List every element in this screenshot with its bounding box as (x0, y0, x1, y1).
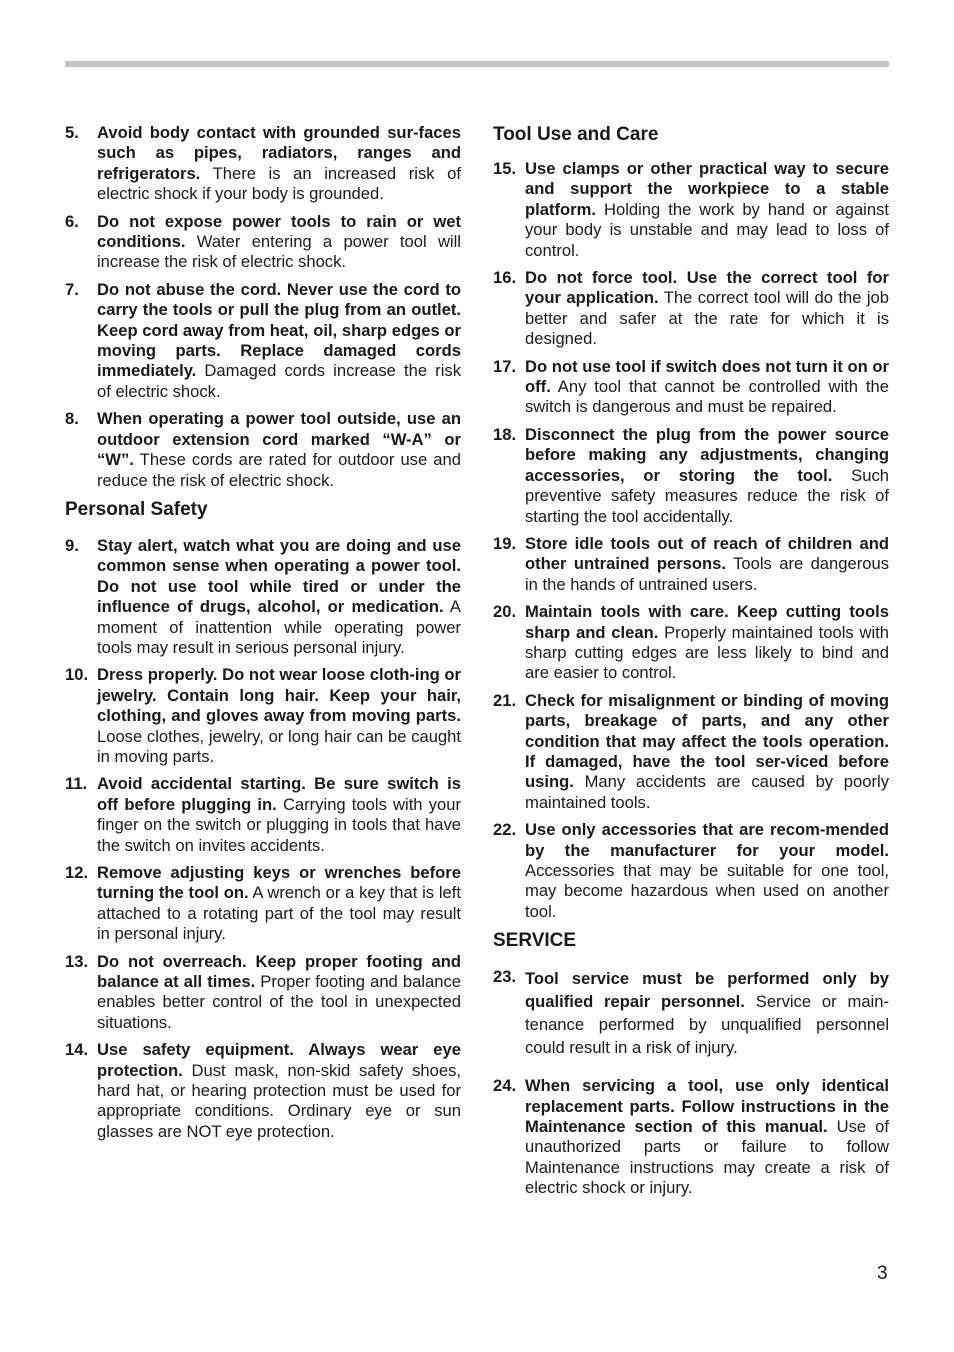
item-number: 22. (493, 820, 517, 840)
safety-items-5-8 (65, 123, 461, 491)
service-items (493, 967, 889, 1198)
list-item (493, 1076, 889, 1198)
item-bold: Store idle tools out of reach of children and other untrained persons. (525, 533, 889, 574)
item-bold: Avoid accidental starting. Be sure switch is off before plugging in. (97, 774, 461, 814)
item-rest: Any tool that cannot be controlled with the switch is dangerous and must be repaired. (525, 377, 889, 417)
item-rest: Water entering a power tool will increase the risk of electric shock. (97, 232, 461, 272)
item-number: 6. (65, 211, 79, 231)
list-item (493, 820, 889, 922)
item-number: 8. (65, 409, 79, 429)
safety-items-9-14 (65, 536, 461, 1142)
item-text (97, 409, 461, 491)
list-item (493, 425, 889, 527)
item-number: 12. (65, 863, 89, 882)
list-item (65, 123, 461, 205)
list-item (65, 280, 461, 402)
item-text (97, 123, 461, 205)
item-text (97, 536, 461, 658)
item-number: 7. (65, 279, 79, 299)
spacer (493, 1066, 889, 1076)
item-bold: Do not overreach. Keep proper footing and balance at all times. (97, 951, 461, 992)
item-bold: Do not expose power tools to rain or wet conditions. (97, 211, 461, 252)
item-text (525, 159, 889, 261)
item-number: 21. (493, 690, 517, 710)
item-rest: Use of unauthorized parts or failure to follow Maintenance instructions may create a risk of electric shock or injury. (525, 1117, 889, 1198)
item-number: 19. (493, 533, 517, 553)
item-bold: Avoid body contact with grounded sur-faces such as pipes, radiators, ranges and refrigerators. (97, 123, 461, 183)
item-rest: Carrying tools with your finger on the switch or plugging in tools that have the switch on invites accidents. (97, 794, 461, 855)
item-rest: Tools are dangerous in the hands of untrained users. (525, 554, 889, 594)
item-rest: Damaged cords increase the risk of electric shock. (97, 361, 461, 401)
list-item (493, 268, 889, 350)
item-number: 15. (493, 159, 517, 178)
item-number: 23. (493, 967, 517, 987)
item-bold: Do not abuse the cord. Never use the cord to carry the tools or pull the plug from an outlet. Keep cord away from heat, oil, sharp edges or moving parts. Replace damaged cords immediately. (97, 279, 461, 381)
list-item (65, 952, 461, 1034)
item-bold: Stay alert, watch what you are doing and use common sense when operating a power tool. Do not use tool while tired or under the influence of drugs, alcohol, or medication. (97, 535, 461, 617)
item-rest: Such preventive safety measures reduce the risk of starting the tool accidentally. (525, 465, 889, 526)
item-bold: Do not use tool if switch does not turn it on or off. (525, 356, 889, 397)
item-bold: Check for misalignment or binding of moving parts, breakage of parts, and any other condition that may affect the tools operation. If damaged, have the tool ser-viced before using. (525, 690, 889, 792)
item-rest: Accessories that may be suitable for one tool, may become hazardous when used on another tool. (525, 861, 889, 921)
item-bold: Maintain tools with care. Keep cutting tools sharp and clean. (525, 602, 889, 642)
item-rest: Many accidents are caused by poorly maintained tools. (525, 772, 889, 812)
item-number: 5. (65, 123, 79, 142)
item-text (97, 665, 461, 767)
item-bold: Use only accessories that are recom-mended by the manufacturer for your model. (525, 820, 889, 860)
item-bold: Use clamps or other practical way to secure and support the workpiece to a stable platform. (525, 159, 889, 219)
item-text (525, 268, 889, 350)
item-rest: Holding the work by hand or against your body is unstable and may lead to loss of control. (525, 199, 889, 260)
item-text (525, 967, 889, 1059)
item-rest: Properly maintained tools with sharp cutting edges are less likely to bind and are easier to control. (525, 622, 889, 683)
item-rest: These cords are rated for outdoor use and reduce the risk of electric shock. (97, 450, 461, 490)
item-bold: Tool service must be performed only by qualified repair personnel. (525, 969, 889, 1012)
item-text (525, 602, 889, 684)
item-number: 20. (493, 602, 517, 622)
item-rest: Dust mask, non-skid safety shoes, hard hat, or hearing protection must be used for appropriate conditions. Ordinary eye or sun glasses are NOT eye protection. (97, 1060, 461, 1141)
item-number: 16. (493, 268, 517, 288)
item-number: 9. (65, 535, 79, 555)
section-heading-tool-use: Tool Use and Care (493, 124, 659, 145)
item-text (525, 425, 889, 527)
item-bold: Remove adjusting keys or wrenches before turning the tool on. (97, 863, 461, 903)
item-rest: There is an increased risk of electric shock if your body is grounded. (97, 163, 461, 204)
item-number: 17. (493, 356, 517, 376)
list-item (493, 602, 889, 684)
list-item (65, 665, 461, 767)
item-rest: Service or main-tenance performed by unqualified personnel could result in a risk of injury. (525, 992, 889, 1058)
item-number: 10. (65, 665, 89, 685)
list-item (65, 1040, 461, 1142)
item-text (525, 820, 889, 922)
safety-items-15-22 (493, 159, 889, 922)
item-rest: Loose clothes, jewelry, or long hair can be caught in moving parts. (97, 726, 461, 766)
item-number: 13. (65, 951, 89, 971)
list-item (65, 863, 461, 945)
item-number: 14. (65, 1040, 89, 1060)
item-text (525, 534, 889, 595)
item-bold: When servicing a tool, use only identical replacement parts. Follow instructions in the Maintenance section of this manual. (525, 1076, 889, 1137)
top-rule (65, 61, 889, 67)
item-text (97, 863, 461, 945)
item-rest: A moment of inattention while operating power tools may result in serious personal injury. (97, 597, 461, 657)
item-number: 24. (493, 1076, 517, 1096)
item-text (525, 1076, 889, 1198)
item-rest: The correct tool will do the job better and safer at the rate for which it is designed. (525, 288, 889, 349)
list-item (493, 691, 889, 813)
section-heading-personal-safety: Personal Safety (65, 498, 208, 520)
item-number: 18. (493, 424, 517, 444)
item-rest: A wrench or a key that is left attached to a rotating part of the tool may result in personal injury. (97, 883, 461, 944)
left-column (65, 123, 461, 1149)
list-item (493, 159, 889, 261)
item-text (97, 952, 461, 1034)
list-item (493, 357, 889, 418)
item-rest: Proper footing and balance enables better control of the tool in unexpected situations. (97, 972, 461, 1032)
section-heading-service: SERVICE (493, 930, 577, 952)
item-number: 11. (65, 774, 88, 794)
item-bold: Use safety equipment. Always wear eye protection. (97, 1040, 461, 1080)
item-text (97, 1040, 461, 1142)
item-bold: Dress properly. Do not wear loose cloth-ing or jewelry. Contain long hair. Keep your hair, clothing, and gloves away from moving parts. (97, 665, 461, 726)
list-item (65, 212, 461, 273)
list-item (65, 409, 461, 491)
item-text (97, 774, 461, 856)
item-bold: Disconnect the plug from the power source before making any adjustments, changing accessories, or storing the tool. (525, 424, 889, 485)
list-item (493, 534, 889, 595)
item-text (525, 357, 889, 418)
item-bold: Do not force tool. Use the correct tool for your application. (525, 268, 889, 308)
page-number: 3 (877, 1263, 888, 1284)
right-column (493, 123, 889, 1206)
item-text (97, 280, 461, 402)
item-text (97, 212, 461, 273)
item-text (525, 691, 889, 813)
list-item (65, 774, 461, 856)
list-item (493, 967, 889, 1059)
item-bold: When operating a power tool outside, use an outdoor extension cord marked “W-A” or “W”. (97, 409, 461, 470)
list-item (65, 536, 461, 658)
